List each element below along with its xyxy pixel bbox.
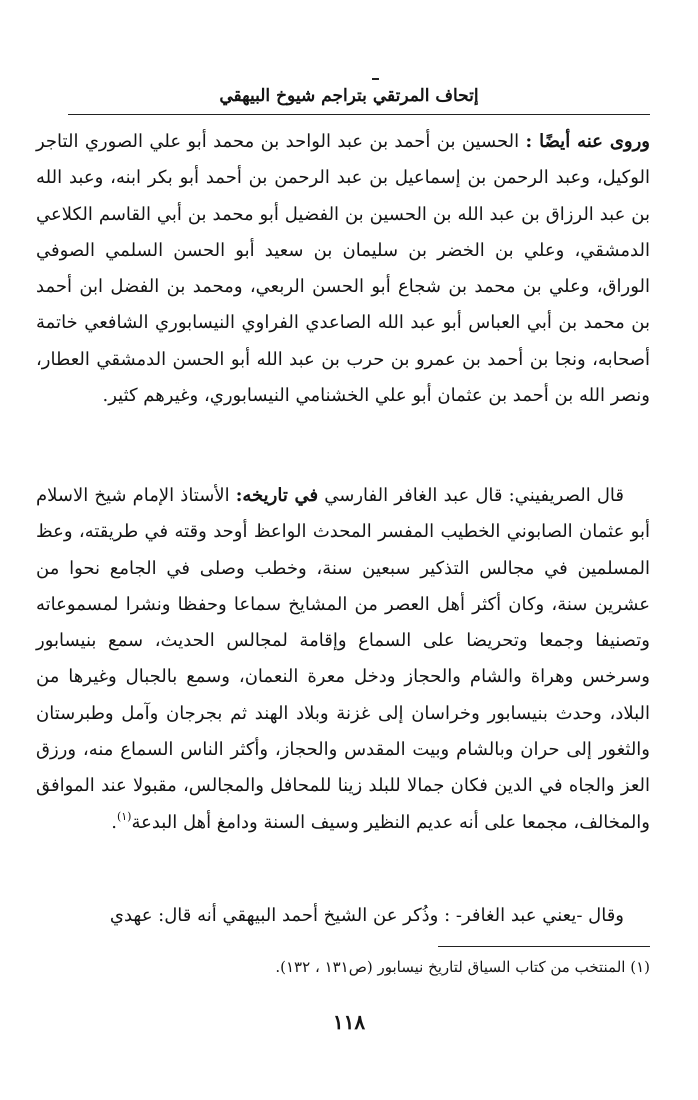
- footnote: (١) المنتخب من كتاب السياق لتاريخ نيسابور (ص١٣١ ، ١٣٢).: [275, 958, 650, 976]
- paragraph-continuation: [36, 898, 650, 936]
- footnote-reference: (١): [116, 809, 132, 823]
- running-header-title: إتحاف المرتقي بتراجم شيوخ البيهقي: [219, 86, 479, 106]
- paragraph-text: وقال -يعني عبد الغافر- : وذُكر عن الشيخ أحمد البيهقي أنه قال: عهدي: [109, 905, 624, 926]
- paragraph-text: الحسين بن أحمد بن عبد الواحد بن محمد أبو علي الصوري التاجر الوكيل، وعبد الرحمن بن إسماعيل بن عبد الرحمن بن أحمد أبو بكر ابنه، وعبد الله بن عبد الرزاق بن عبد الله بن الحسين بن الفضيل أبو محمد بن أبي القاسم الكلاعي الدمشقي، وعلي بن الخضر بن سليمان بن سعيد أبو الحسن السلمي الصوفي الوراق، وعلي بن محمد بن شجاع أبو الحسن الربعي، ومحمد بن الفضل ابن أحمد بن محمد بن أبي العباس أبو عبد الله الصاعدي الفراوي النيسابوري الشافعي خاتمة أصحابه، ونجا بن أحمد بن عمرو بن حرب بن عبد الله أبو الحسن الدمشقي العطار، ونصر الله بن أحمد بن عثمان أبو علي الخشنامي النيسابوري، وغيرهم كثير.: [36, 131, 650, 407]
- top-mark: [372, 78, 379, 80]
- footnote-rule: [438, 946, 650, 947]
- page-number: ١١٨: [332, 1010, 366, 1034]
- paragraph-text: الأستاذ الإمام شيخ الاسلام أبو عثمان الصابوني الخطيب المفسر المحدث الواعظ أوحد وقته في طريقته، وعظ المسلمين في مجالس التذكير سبعين سنة، وخطب وصلى في الجامع نحوا من عشرين سنة، وكان أكثر أهل العصر من المشايخ سماعا وحفظا ونشرا لمسموعاته وتصنيفا وجمعا وتحريضا على السماع وإقامة لمجالس الحديث، سمع بنيسابور وسرخس وهراة والشام والحجاز ودخل معرة النعمان، وسمع بالجبال وغيرها من البلاد، وحدث بنيسابور وخراسان إلى غزنة وبلاد الهند ثم بجرجان وآمل وطبرستان والثغور إلى حران وبالشام وبيت المقدس والحجاز، وأكثر الناس السماع منه، ورزق العز والجاه في الدين فكان جمالا للبلد زينا للمحافل والمجالس، مقبولا عند الموافق والمخالف، مجمعا على أنه عديم النظير وسيف السنة ودامغ أهل البدعة: [36, 485, 650, 833]
- paragraph-end: .: [111, 811, 117, 833]
- paragraph-intro: قال الصريفيني: قال عبد الغافر الفارسي: [318, 485, 624, 506]
- paragraph-lead: وروى عنه أيضًا :: [525, 131, 650, 152]
- paragraph-biography: [36, 478, 650, 878]
- paragraph-narrators: [36, 124, 650, 460]
- header-rule: [68, 114, 650, 115]
- paragraph-lead: في تاريخه:: [235, 485, 319, 506]
